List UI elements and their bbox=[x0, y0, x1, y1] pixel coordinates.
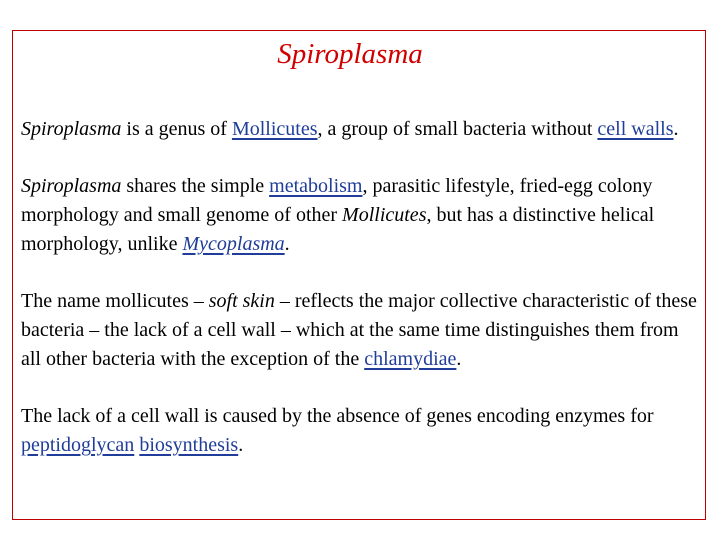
text-span: , parasitic lifestyle, fried-egg colony morphology and small genome of other bbox=[21, 175, 653, 226]
text-span: . bbox=[456, 348, 462, 370]
link-peptidoglycan[interactable]: peptidoglycan bbox=[21, 434, 135, 456]
paragraph-intro bbox=[21, 115, 701, 144]
link-metabolism[interactable]: metabolism bbox=[269, 175, 363, 197]
text-span: – reflects the major collective characteristic of these bacteria – the lack of a cell wall – which at the same time distinguishes them from all other bacteria with the exception of the bbox=[21, 290, 697, 370]
article-body bbox=[21, 115, 701, 460]
text-span: , a group of small bacteria without bbox=[317, 118, 598, 140]
text-span: , but has a distinctive helical morphology, unlike bbox=[21, 204, 655, 255]
text-span: shares the simple bbox=[121, 175, 270, 197]
text-span: . bbox=[238, 434, 244, 456]
genus-name: Spiroplasma bbox=[21, 175, 122, 197]
page-title: Spiroplasma bbox=[277, 38, 423, 70]
text-span: is a genus of bbox=[121, 118, 232, 140]
text-span: The lack of a cell wall is caused by the absence of genes encoding enzymes for bbox=[21, 405, 654, 427]
link-mollicutes[interactable]: Mollicutes bbox=[231, 118, 318, 140]
text-span: The name mollicutes – bbox=[21, 290, 209, 312]
paragraph-name bbox=[21, 287, 701, 374]
text-span: . bbox=[673, 118, 679, 140]
link-mycoplasma-label: Mycoplasma bbox=[182, 233, 285, 255]
paragraph-cell-wall bbox=[21, 402, 701, 460]
soft-skin-term: soft skin bbox=[208, 290, 275, 312]
genus-name: Spiroplasma bbox=[21, 118, 122, 140]
link-cell-walls[interactable]: cell walls bbox=[597, 118, 674, 140]
link-mycoplasma[interactable] bbox=[182, 233, 284, 255]
link-chlamydiae[interactable]: chlamydiae bbox=[364, 348, 457, 370]
text-span: . bbox=[284, 233, 290, 255]
paragraph-morphology bbox=[21, 172, 701, 259]
class-name: Mollicutes bbox=[342, 204, 427, 226]
link-biosynthesis[interactable]: biosynthesis bbox=[139, 434, 239, 456]
